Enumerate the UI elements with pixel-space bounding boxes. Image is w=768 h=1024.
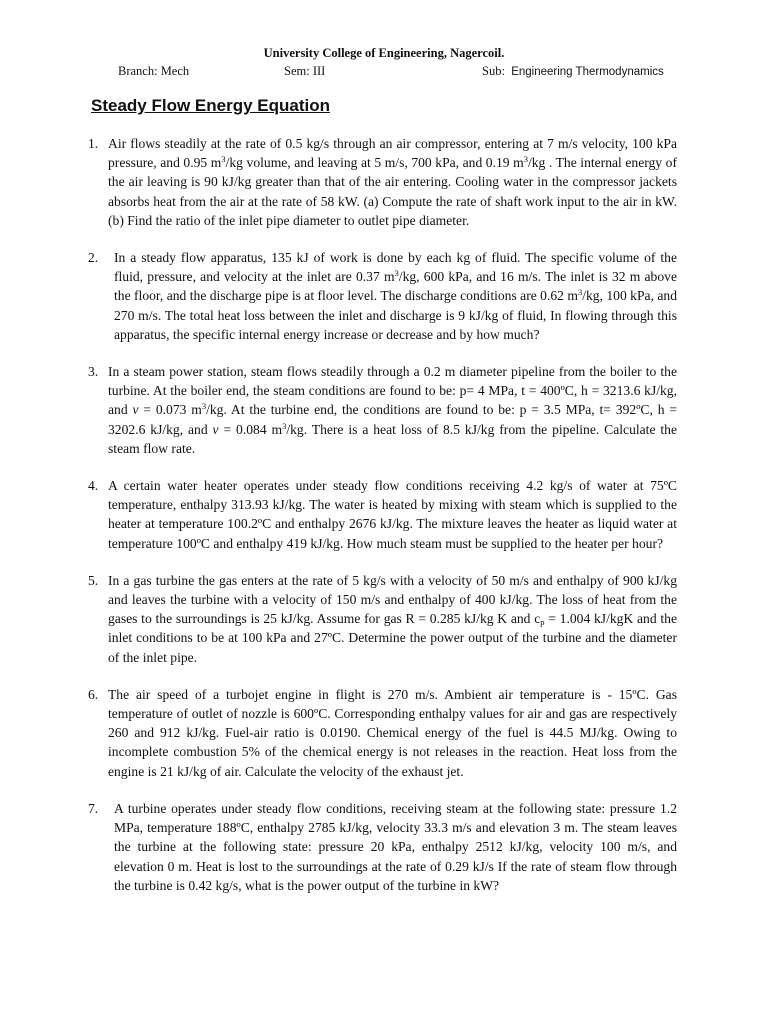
question-list	[88, 134, 677, 913]
question-number: 4.	[88, 478, 99, 494]
question-4: 4. A certain water heater operates under steady flow conditions receiving 4.2 kg/s of water at 75ºC temperature, enthalpy 313.93 kJ/kg. The water is heated by mixing with steam which is supplied to the heater at temperature 100.2ºC and enthalpy 2676 kJ/kg. The mixture leaves the heater as liquid water at temperature 100ºC and enthalpy 419 kJ/kg. How much steam must be supplied to the heater per hour?	[88, 478, 677, 551]
university-name: University College of Engineering, Nagercoil.	[263, 46, 505, 60]
subject-label	[482, 64, 664, 79]
question-5: 5. In a gas turbine the gas enters at the rate of 5 kg/s with a velocity of 50 m/s and enthalpy of 900 kJ/kg and leaves the turbine with a velocity of 150 m/s and enthalpy of 400 kJ/kg. The loss of heat from the gases to the surroundings is 25 kJ/kg. Assume for gas R = 0.285 kJ/kg K and $c_p = 1.004$ kJ/kgK and the inlet conditions to be at 100 kPa and 27ºC. Determine the power output of the turbine and the diameter of the inlet pipe.	[88, 572, 677, 665]
question-1: 1. Air flows steadily at the rate of 0.5 kg/s through an air compressor, entering at 7 m/s velocity, 100 kPa pressure, and 0.95 $m^3/kg$ volume, and leaving at 5 m/s, 700 kPa, and 0.19 $m^3/kg$ . The internal energy of the air leaving is 90 kJ/kg greater than that of the air entering. Cooling water in the compressor jackets absorbs heat from the air at the rate of 58 kW. (a) Compute the rate of shaft work input to the air in kW. (b) Find the ratio of the inlet pipe diameter to outlet pipe diameter.	[88, 136, 677, 228]
branch-label: Branch: Mech	[118, 64, 190, 78]
question-3: 3. In a steam power station, steam flows steadily through a 0.2 m diameter pipeline from the boiler to the turbine. At the boiler end, the steam conditions are found to be: p= 4 MPa, t = 400ºC, h = 3213.6 kJ/kg, and v = 0.073 $m^3/kg$. At the turbine end, the conditions are found to be: p = 3.5 MPa, t= 392ºC, h = 3202.6 kJ/kg, and v = 0.084 $m^3/kg$. There is a heat loss of 8.5 kJ/kg from the pipeline. Calculate the steam flow rate.	[88, 364, 677, 456]
subject-name: Engineering Thermodynamics	[511, 66, 664, 78]
question-6: 6. The air speed of a turbojet engine in flight is 270 m/s. Ambient air temperature is - 15ºC. Gas temperature of outlet of nozzle is 600ºC. Corresponding enthalpy values for air and gas are respectively 260 and 912 kJ/kg. Fuel-air ratio is 0.0190. Chemical energy of the fuel is 44.5 MJ/kg. Owing to incomplete combustion 5% of the chemical energy is not releases in the reaction. Heat loss from the engine is 21 kJ/kg of air. Calculate the velocity of the exhaust jet.	[88, 686, 677, 779]
question-number: 5.	[88, 572, 99, 588]
question-number: 7.	[88, 800, 99, 816]
question-2: 2. In a steady flow apparatus, 135 kJ of work is done by each kg of fluid. The specific volume of the fluid, pressure, and velocity at the inlet are 0.37 $m^3/kg$, 600 kPa, and 16 m/s. The inlet is 32 m above the floor, and the discharge pipe is at floor level. The discharge conditions are 0.62 $m^3/kg$, 100 kPa, and 270 m/s. The total heat loss between the inlet and discharge is 9 kJ/kg of fluid, In flowing through this apparatus, the specific internal energy increase or decrease and by how much?	[88, 250, 677, 342]
question-number: 2.	[88, 250, 99, 266]
question-number: 1.	[88, 136, 99, 151]
page-title: Steady Flow Energy Equation	[91, 96, 330, 115]
semester-label: Sem: III	[284, 64, 326, 78]
question-number: 6.	[88, 686, 99, 702]
question-number: 3.	[88, 364, 99, 380]
subject-prefix: Sub:	[482, 64, 505, 78]
question-7: 7. A turbine operates under steady flow conditions, receiving steam at the following state: pressure 1.2 MPa, temperature 188ºC, enthalpy 2785 kJ/kg, velocity 33.3 m/s and elevation 3 m. The steam leaves the turbine at the following state: pressure 20 kPa, enthalpy 2512 kJ/kg, velocity 100 m/s, and elevation 0 m. Heat is lost to the surroundings at the rate of 0.29 kJ/s If the rate of steam flow through the turbine is 0.42 kg/s, what is the power output of the turbine in kW?	[88, 800, 677, 893]
